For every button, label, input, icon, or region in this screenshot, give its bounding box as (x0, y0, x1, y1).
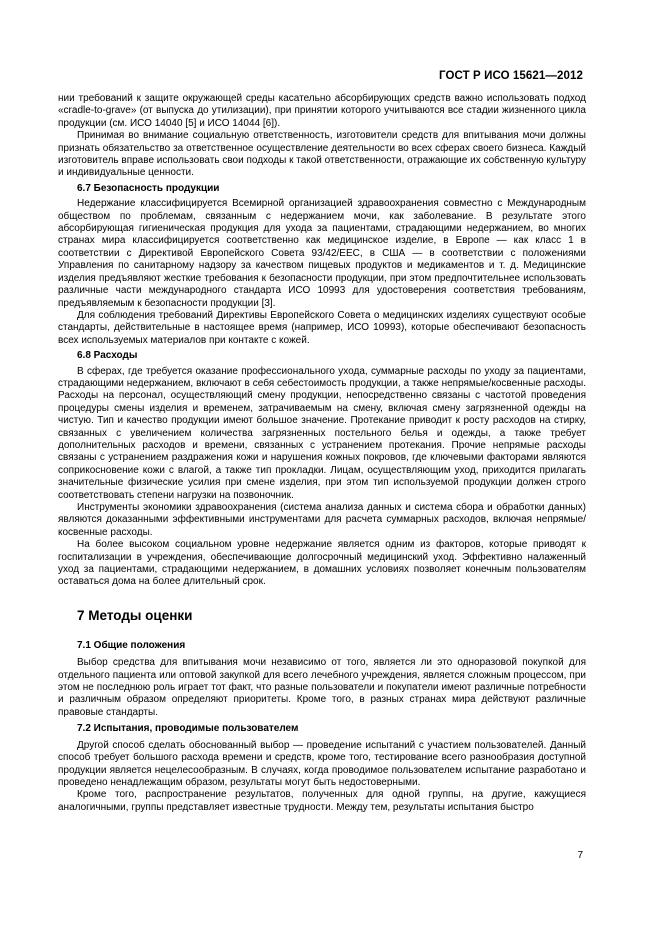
paragraph: На более высоком социальном уровне недержание является одним из факторов, которые приводят к госпитализации в учреждения, обеспечивающие долгосрочный медицинский уход. Эффективно налаженный уход за пациентами, страдающими недержанием, в домашних условиях позволяет конечным пользователям оставаться дома на более длительный срок. (58, 539, 586, 588)
section-heading-6-8: 6.8 Расходы (77, 350, 138, 362)
document-body (58, 93, 586, 814)
paragraph: Другой способ сделать обоснованный выбор — проведение испытаний с участием пользователей. Данный способ требует большого расхода времени и средств, кроме того, тестирование всего разнообразия доступной продукции является нецелесообразным. В случаях, когда проводимое пользователем испытание разработано и проведено ненадлежащим образом, результаты могут быть недостоверными. (58, 739, 586, 788)
section-heading-6-7: 6.7 Безопасность продукции (77, 182, 220, 194)
page-number: 7 (577, 850, 583, 861)
paragraph: Выбор средства для впитывания мочи независимо от того, является ли это одноразовой покупкой для отдельного пациента или оптовой закупкой для всего лечебного учреждения, является сложным процессом, при этом не последнюю роль играет тот факт, что разные пользователи и покупатели имеют различные потребности и различным образом определяют приоритеты. Кроме того, в разных странах мира действуют различные правовые стандарты. (58, 657, 586, 718)
section-heading-7-2: 7.2 Испытания, проводимые пользователем (77, 723, 299, 735)
paragraph: нии требований к защите окружающей среды касательно абсорбирующих средств важно использовать подход «cradle-to-grave» (от выпуска до утилизации), при принятии которого учитываются все стадии жизненного цикла продукции (см. ИСО 14040 [5] и ИСО 14044 [6]). (58, 93, 586, 129)
section-heading-7-1: 7.1 Общие положения (77, 639, 186, 651)
section-heading-7: 7 Методы оценки (77, 607, 193, 623)
document-header: ГОСТ Р ИСО 15621—2012 (438, 70, 583, 82)
paragraph: Инструменты экономики здравоохранения (система анализа данных и система сбора и обработки данных) являются доказанными эффективными инструментами для расчета суммарных расходов, включая непрямые/косвенные расходы. (58, 502, 586, 538)
paragraph: Принимая во внимание социальную ответственность, изготовители средств для впитывания мочи должны признать обязательство за ответственное осуществление деятельности во всех сферах своего бизнеса. Каждый изготовитель вправе использовать свои подходы к такой ответственности, отражающие их собственную культуру и индивидуальные ценности. (58, 130, 586, 179)
paragraph: Кроме того, распространение результатов, полученных для одной группы, на другие, кажущиеся аналогичными, группы представляет известные трудности. Между тем, результаты испытания быстро (58, 789, 586, 813)
paragraph: Для соблюдения требований Директивы Европейского Совета о медицинских изделиях существуют особые стандарты, действительные в настоящее время (например, ИСО 10993), которые обеспечивают безопасность всех используемых материалов при контакте с кожей. (58, 309, 586, 346)
paragraph: В сферах, где требуется оказание профессионального ухода, суммарные расходы по уходу за пациентами, страдающими недержанием, включают в себя себестоимость продукции, а также непрямые/косвенные расходы. Расходы на персонал, осуществляющий смену продукции, непосредственно связаны с частотой проведения процедуры смены изделия и временем, затрачиваемым на смену, включая смену загрязненной одежды на чистую. Тип и качество продукции имеют большое значение. Протекание приводит к росту расходов на стирку, связанных с увеличением количества загрязненных постельного белья и одежды, а также требует дополнительных расходов и времени, связанных с устранением протекания. Прочие непрямые расходы связаны с устранением раздражения кожи и нарушения кожных покровов, где ключевыми факторами являются соприкосновение кожи с влагой, а также тип прокладки. Лицам, осуществляющим уход, приходится прилагать значительные физические усилия при смене изделия, при этом тип используемой продукции должен строго соответствовать степени нагрузки на позвоночник. (58, 365, 586, 501)
paragraph: Недержание классифицируется Всемирной организацией здравоохранения совместно с Международным обществом по проблемам, связанным с недержанием мочи, как заболевание. В результате этого абсорбирующая гигиеническая продукция для ухода за пациентами, страдающими недержанием, во многих странах мира классифицируется соответственно как медицинское изделие, в Европе — как класс 1 в соответствии с Директивой Европейского Совета 93/42/ЕЕС, в США — в соответствии с положениями Управления по санитарному надзору за качеством пищевых продуктов и медикаментов и т. д. Медицинские изделия предъявляют жесткие требования к безопасности продукции, при этом предпочтительнее использовать различные части международного стандарта ИСО 10993 для удостоверения соответствия требованиям, предъявляемым к безопасности продукции [3]. (58, 198, 586, 309)
